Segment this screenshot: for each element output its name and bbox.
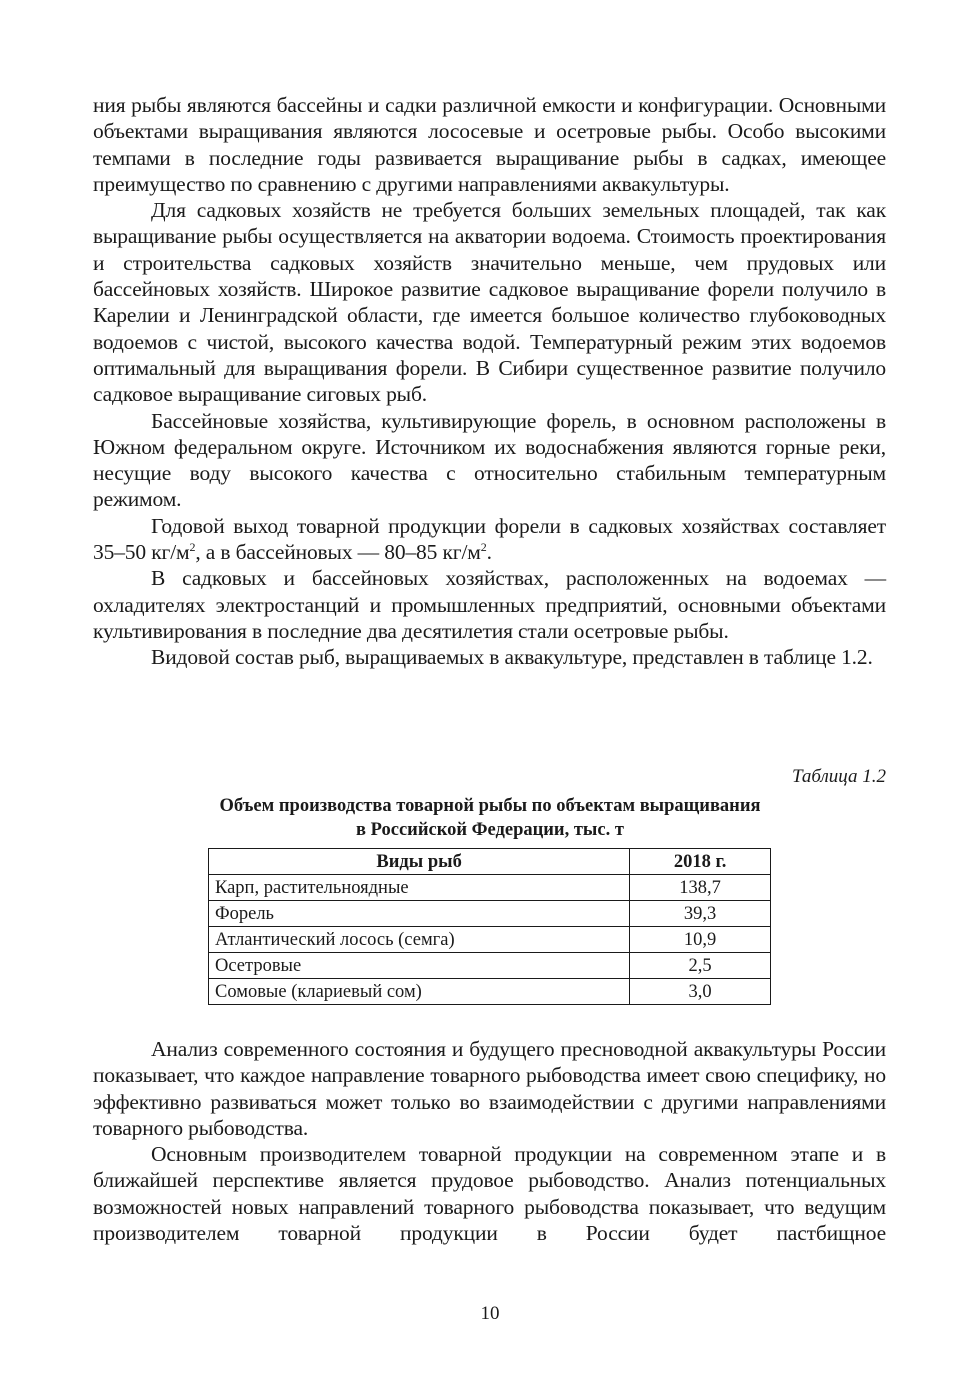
paragraph-4-part3: . bbox=[486, 540, 492, 565]
species-cell: Сомовые (клариевый сом) bbox=[209, 979, 630, 1005]
table-row bbox=[209, 875, 771, 901]
table-label: Таблица 1.2 bbox=[792, 766, 886, 787]
value-cell: 138,7 bbox=[630, 875, 771, 901]
page-body bbox=[93, 92, 886, 671]
paragraph-4 bbox=[93, 513, 886, 566]
superscript: 2 bbox=[189, 540, 196, 555]
table-title-line-2: в Российской Федерации, тыс. т bbox=[356, 820, 624, 840]
species-cell: Карп, растительноядные bbox=[209, 875, 630, 901]
species-cell: Осетровые bbox=[209, 953, 630, 979]
fish-production-table bbox=[208, 848, 771, 1005]
value-cell: 3,0 bbox=[630, 979, 771, 1005]
paragraph-3: Бассейновые хозяйства, культивирующие форель, в основном расположены в Южном федеральном округе. Источником их водоснабжения являются горные реки, несущие воду высокого качества с относительно стабильным температурным режимом. bbox=[93, 408, 886, 512]
paragraph-1: ния рыбы являются бассейны и садки различной емкости и конфигурации. Основными объектами выращивания являются лососевые и осетровые рыбы. Особо высокими темпами в последние годы развивается выращивание рыбы в садках, имеющее преимущество по сравнению с другими направлениями аквакультуры. bbox=[93, 93, 886, 196]
paragraph-4-part2: , а в бассейновых — 80–85 кг/м bbox=[195, 540, 481, 565]
column-header-species: Виды рыб bbox=[209, 849, 630, 875]
page-body-bottom bbox=[93, 1036, 886, 1246]
value-cell: 2,5 bbox=[630, 953, 771, 979]
table-header-row bbox=[209, 849, 771, 875]
table-row bbox=[209, 979, 771, 1005]
paragraph-2: Для садковых хозяйств не требуется больших земельных площадей, так как выращивание рыбы осуществляется на акватории водоема. Стоимость проектирования и строительства садковых хозяйств значительно меньше, чем прудовых или бассейновых хозяйств. Широкое развитие садковое выращивание форели получило в Карелии и Ленинградской области, где имеется большое количество глубоководных водоемов с чистой, высокого качества водой. Температурный режим этих водоемов оптимальный для выращивания форели. В Сибири существенное развитие получило садковое выращивание сиговых рыб. bbox=[93, 198, 886, 407]
value-cell: 10,9 bbox=[630, 927, 771, 953]
table-row bbox=[209, 953, 771, 979]
paragraph-4-part1: Годовой выход товарной продукции форели в садковых хозяйствах составляет 35–50 кг/м bbox=[93, 513, 886, 565]
superscript: 2 bbox=[480, 540, 487, 555]
table-row bbox=[209, 927, 771, 953]
paragraph-7: Анализ современного состояния и будущего пресноводной аквакультуры России показывает, что каждое направление товарного рыбоводства имеет свою специфику, но эффективно развиваться может только во взаимодействии с другими направлениями товарного рыбоводства. bbox=[93, 1037, 886, 1140]
table-title bbox=[190, 794, 790, 842]
paragraph-8: Основным производителем товарной продукции на современном этапе и в ближайшей перспективе является прудовое рыбоводство. Анализ потенциальных возможностей новых направлений товарного рыбоводства показывает, что ведущим производителем товарной продукции в России будет пастбищное bbox=[93, 1142, 886, 1246]
paragraph-6: Видовой состав рыб, выращиваемых в аквакультуре, представлен в таблице 1.2. bbox=[151, 645, 873, 670]
species-cell: Атлантический лосось (семга) bbox=[209, 927, 630, 953]
table-title-line-1: Объем производства товарной рыбы по объектам выращивания bbox=[219, 796, 761, 816]
value-cell: 39,3 bbox=[630, 901, 771, 927]
table-row bbox=[209, 901, 771, 927]
column-header-year: 2018 г. bbox=[630, 849, 771, 875]
paragraph-5: В садковых и бассейновых хозяйствах, расположенных на водоемах — охладителях электростанций и промышленных предприятий, основными объектами культивирования в последние два десятилетия стали осетровые рыбы. bbox=[93, 566, 886, 643]
species-cell: Форель bbox=[209, 901, 630, 927]
page-number: 10 bbox=[480, 1303, 500, 1324]
